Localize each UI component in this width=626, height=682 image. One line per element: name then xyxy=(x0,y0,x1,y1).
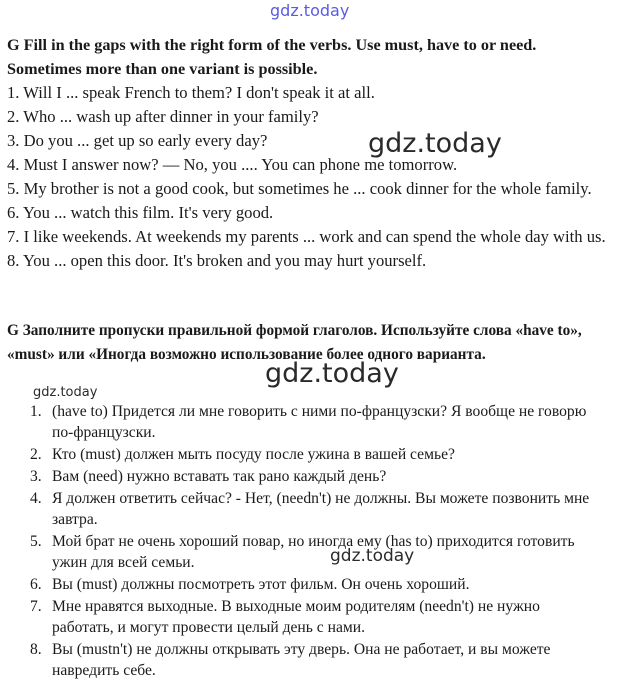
english-heading-line2: Sometimes more than one variant is possible. xyxy=(7,60,318,78)
watermark-low: gdz.today xyxy=(330,546,415,566)
item-number: 8. xyxy=(30,641,42,658)
item-number: 3. xyxy=(30,468,42,485)
english-item-8: 8. You ... open this door. It's broken and you may hurt yourself. xyxy=(7,251,427,270)
list-item xyxy=(30,488,600,530)
item-number: 4. xyxy=(30,490,42,507)
list-item xyxy=(30,596,600,638)
item-text: Вам (need) нужно вставать так рано каждый день? xyxy=(52,468,387,485)
item-number: 2. xyxy=(30,446,42,463)
english-item-3: 3. Do you ... get up so early every day? xyxy=(7,131,268,150)
english-item-6: 6. You ... watch this film. It's very good. xyxy=(7,203,274,222)
item-number: 1. xyxy=(30,403,42,420)
english-item-5: 5. My brother is not a good cook, but sometimes he ... cook dinner for the whole family. xyxy=(7,179,592,198)
item-number: 7. xyxy=(30,598,42,615)
item-text: Мой брат не очень хороший повар, но иногда ему (has to) приходится готовить ужин для всей семьи. xyxy=(52,533,575,571)
russian-answer-list xyxy=(30,401,600,682)
watermark-mid1: gdz.today xyxy=(368,128,502,159)
item-number: 5. xyxy=(30,533,42,550)
item-text: Кто (must) должен мыть посуду после ужина в вашей семье? xyxy=(52,446,455,463)
english-heading-line1: G Fill in the gaps with the right form of the verbs. Use must, have to or need. xyxy=(7,36,537,54)
russian-heading: G Заполните пропуски правильной формой глаголов. Используйте слова «have to», «must» или «Иногда возможно использование более одного варианта. xyxy=(7,322,582,363)
english-item-1: 1. Will I ... speak French to them? I don't speak it at all. xyxy=(7,83,375,102)
item-text: Вы (must) должны посмотреть этот фильм. Он очень хороший. xyxy=(52,576,470,593)
item-text: Вы (mustn't) не должны открывать эту дверь. Она не работает, и вы можете навредить себе. xyxy=(52,641,551,679)
list-item xyxy=(30,574,600,595)
english-exercise xyxy=(7,33,619,273)
watermark-mid2: gdz.today xyxy=(265,358,399,389)
list-item xyxy=(30,466,600,487)
watermark-top: gdz.today xyxy=(270,1,350,20)
item-text: (have to) Придется ли мне говорить с ними по-французски? Я вообще не говорю по-французски. xyxy=(52,403,587,441)
list-item xyxy=(30,531,600,573)
item-number: 6. xyxy=(30,576,42,593)
list-item xyxy=(30,639,600,681)
item-text: Я должен ответить сейчас? - Нет, (needn't) не должны. Вы можете позвонить мне завтра. xyxy=(52,490,590,528)
english-item-4: 4. Must I answer now? — No, you .... You can phone me tomorrow. xyxy=(7,155,458,174)
item-text: Мне нравятся выходные. В выходные моим родителям (needn't) не нужно работать, и могут провести целый день с нами. xyxy=(52,598,540,636)
english-item-2: 2. Who ... wash up after dinner in your family? xyxy=(7,107,319,126)
english-item-7: 7. I like weekends. At weekends my parents ... work and can spend the whole day with us. xyxy=(7,227,606,246)
list-item xyxy=(30,401,600,443)
watermark-small: gdz.today xyxy=(33,385,98,400)
list-item xyxy=(30,444,600,465)
